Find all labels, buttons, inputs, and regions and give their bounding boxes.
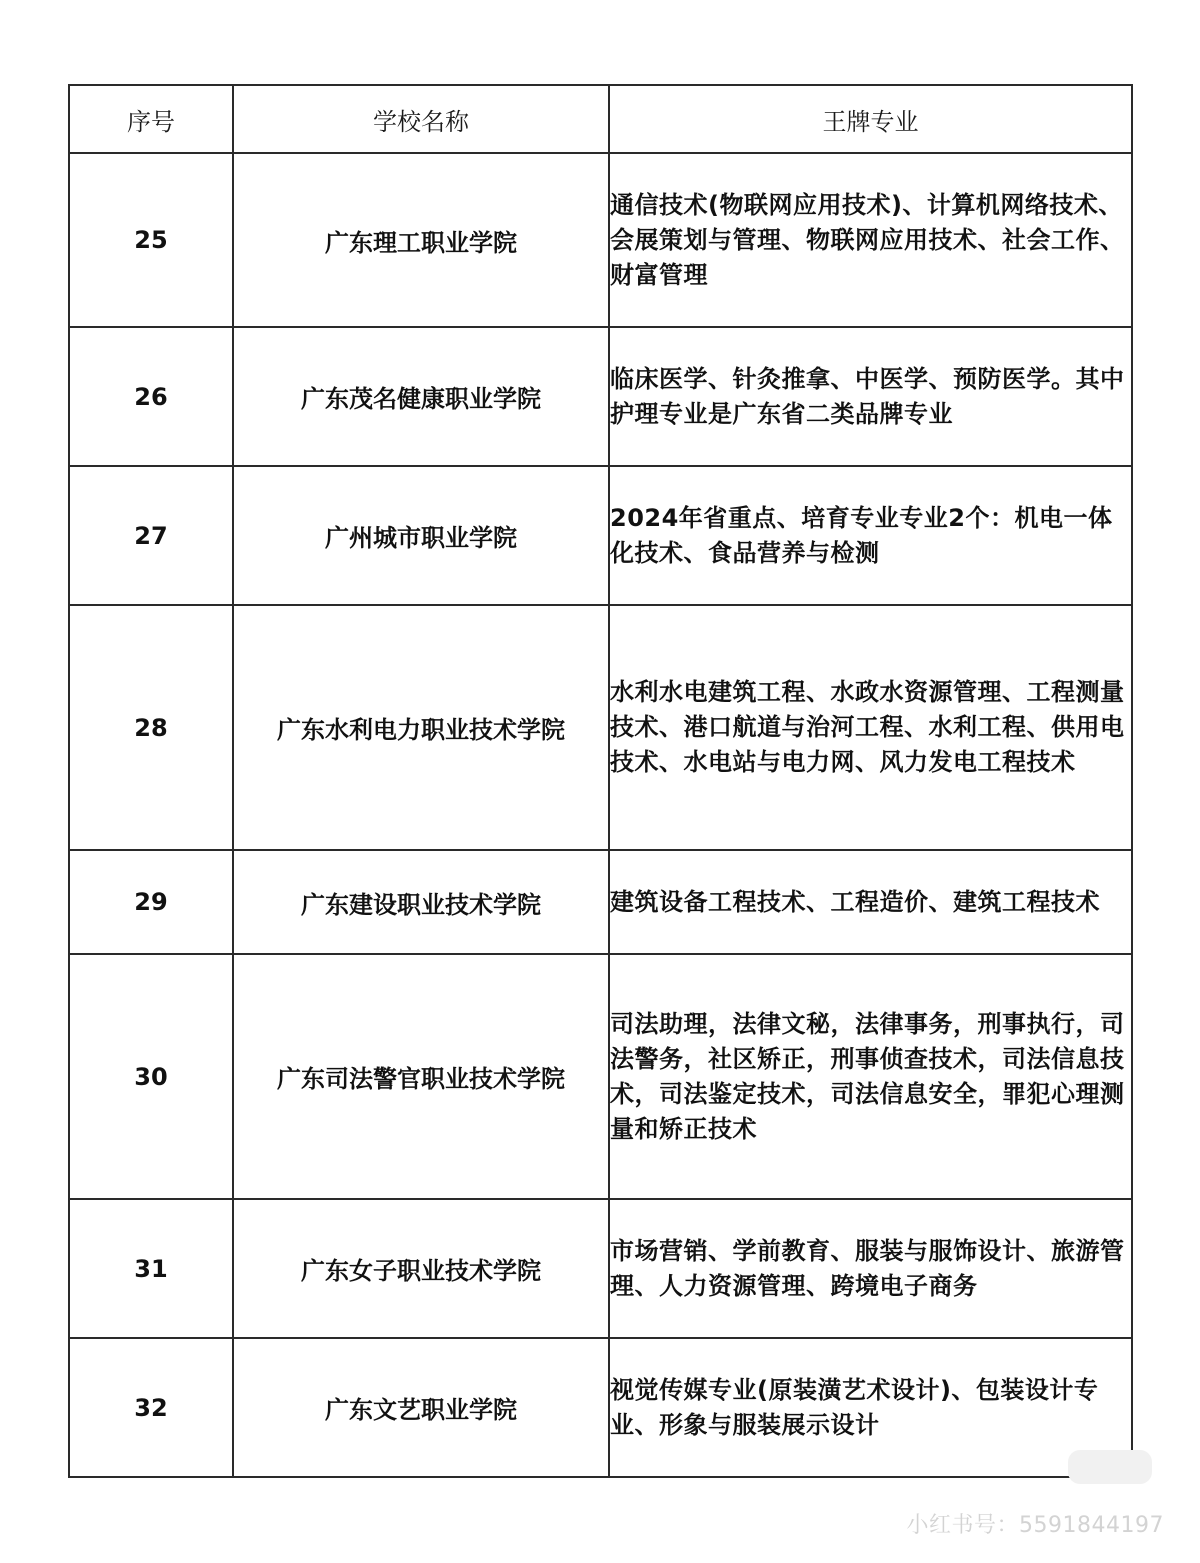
row-number: 32 [69,1338,233,1477]
school-majors: 2024年省重点、培育专业专业2个：机电一体化技术、食品营养与检测 [609,466,1132,605]
table-row [69,1199,1132,1338]
school-name: 广东司法警官职业技术学院 [233,954,609,1199]
school-majors: 通信技术(物联网应用技术)、计算机网络技术、会展策划与管理、物联网应用技术、社会工作、财富管理 [609,153,1132,327]
school-majors: 司法助理，法律文秘，法律事务，刑事执行，司法警务，社区矫正，刑事侦查技术，司法信息技术，司法鉴定技术，司法信息安全，罪犯心理测量和矫正技术 [609,954,1132,1199]
table-row [69,850,1132,954]
row-number: 28 [69,605,233,850]
table-header-row [69,85,1132,153]
watermark: 小红书号：5591844197 [906,1513,1164,1538]
school-majors: 市场营销、学前教育、服装与服饰设计、旅游管理、人力资源管理、跨境电子商务 [609,1199,1132,1338]
school-name: 广东水利电力职业技术学院 [233,605,609,850]
row-number: 30 [69,954,233,1199]
table-row [69,954,1132,1199]
row-number: 26 [69,327,233,466]
header-name: 学校名称 [233,85,609,153]
header-num: 序号 [69,85,233,153]
school-majors: 视觉传媒专业(原装潢艺术设计)、包装设计专业、形象与服装展示设计 [609,1338,1132,1477]
school-name: 广东文艺职业学院 [233,1338,609,1477]
school-name: 广州城市职业学院 [233,466,609,605]
school-name: 广东理工职业学院 [233,153,609,327]
school-name: 广东建设职业技术学院 [233,850,609,954]
table-row [69,153,1132,327]
header-major: 王牌专业 [609,85,1132,153]
table-row [69,1338,1132,1477]
watermark-logo-icon [1068,1450,1152,1484]
row-number: 29 [69,850,233,954]
school-majors: 临床医学、针灸推拿、中医学、预防医学。其中护理专业是广东省二类品牌专业 [609,327,1132,466]
schools-table [68,84,1133,1478]
table-row [69,327,1132,466]
row-number: 27 [69,466,233,605]
table-row [69,466,1132,605]
school-name: 广东茂名健康职业学院 [233,327,609,466]
row-number: 25 [69,153,233,327]
row-number: 31 [69,1199,233,1338]
school-majors: 建筑设备工程技术、工程造价、建筑工程技术 [609,850,1132,954]
table-row [69,605,1132,850]
school-majors: 水利水电建筑工程、水政水资源管理、工程测量技术、港口航道与治河工程、水利工程、供用电技术、水电站与电力网、风力发电工程技术 [609,605,1132,850]
school-name: 广东女子职业技术学院 [233,1199,609,1338]
